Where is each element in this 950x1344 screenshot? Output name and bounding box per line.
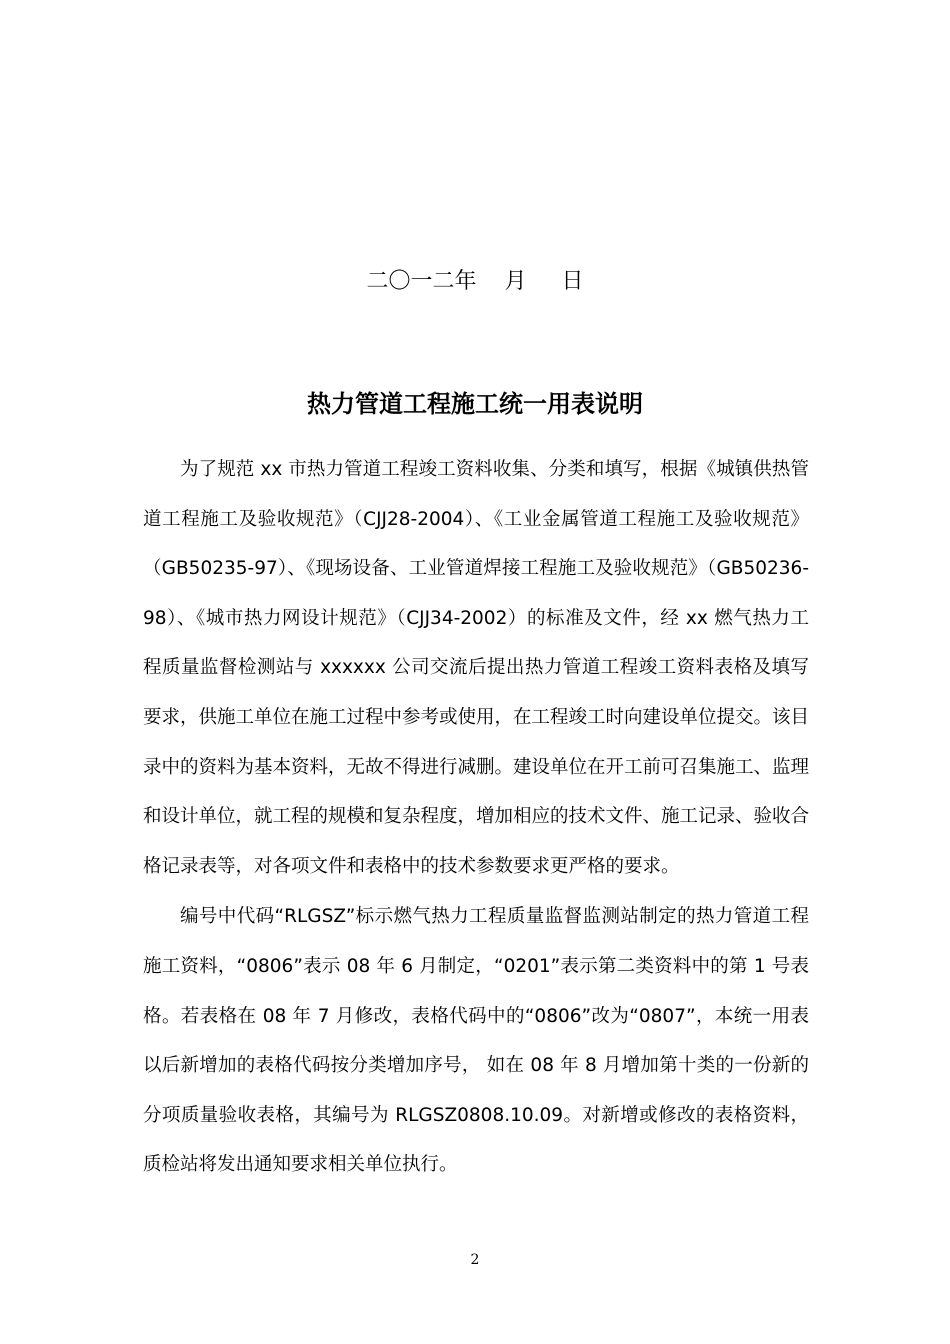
date-line: 二〇一二年 月 日 [366, 269, 584, 294]
body-text [143, 445, 809, 1190]
page-number: 2 [470, 1252, 480, 1268]
document-title: 热力管道工程施工统一用表说明 [307, 390, 643, 418]
paragraph-intro: 为了规范 xx 市热力管道工程竣工资料收集、分类和填写，根据《城镇供热管道工程施工及验收规范》（CJJ28-2004）、《工业金属管道工程施工及验收规范》（GB50235-97）、《现场设备、工业管道焊接工程施工及验收规范》（GB50236-98）、《城市热力网设计规范》（CJJ34-2002）的标准及文件，经 xx 燃气热力工程质量监督检测站与 xxxxxx 公司交流后提出热力管道工程竣工资料表格及填写要求，供施工单位在施工过程中参考或使用，在工程竣工时向建设单位提交。该目录中的资料为基本资料，无故不得进行减删。建设单位在开工前可召集施工、监理和设计单位，就工程的规模和复杂程度，增加相应的技术文件、施工记录、验收合格记录表等，对各项文件和表格中的技术参数要求更严格的要求。 [143, 459, 810, 877]
paragraph-numbering: 编号中代码“RLGSZ”标示燃气热力工程质量监督监测站制定的热力管道工程施工资料，“0806”表示 08 年 6 月制定，“0201”表示第二类资料中的第 1 号表格。若表格在 08 年 7 月修改，表格代码中的“0806”改为“0807”，本统一用表以后新增加的表格代码按分类增加序号， 如在 08 年 8 月增加第十类的一份新的分项质量验收表格，其编号为 RLGSZ0808.10.09。对新增或修改的表格资料，质检站将发出通知要求相关单位执行。 [143, 906, 809, 1176]
